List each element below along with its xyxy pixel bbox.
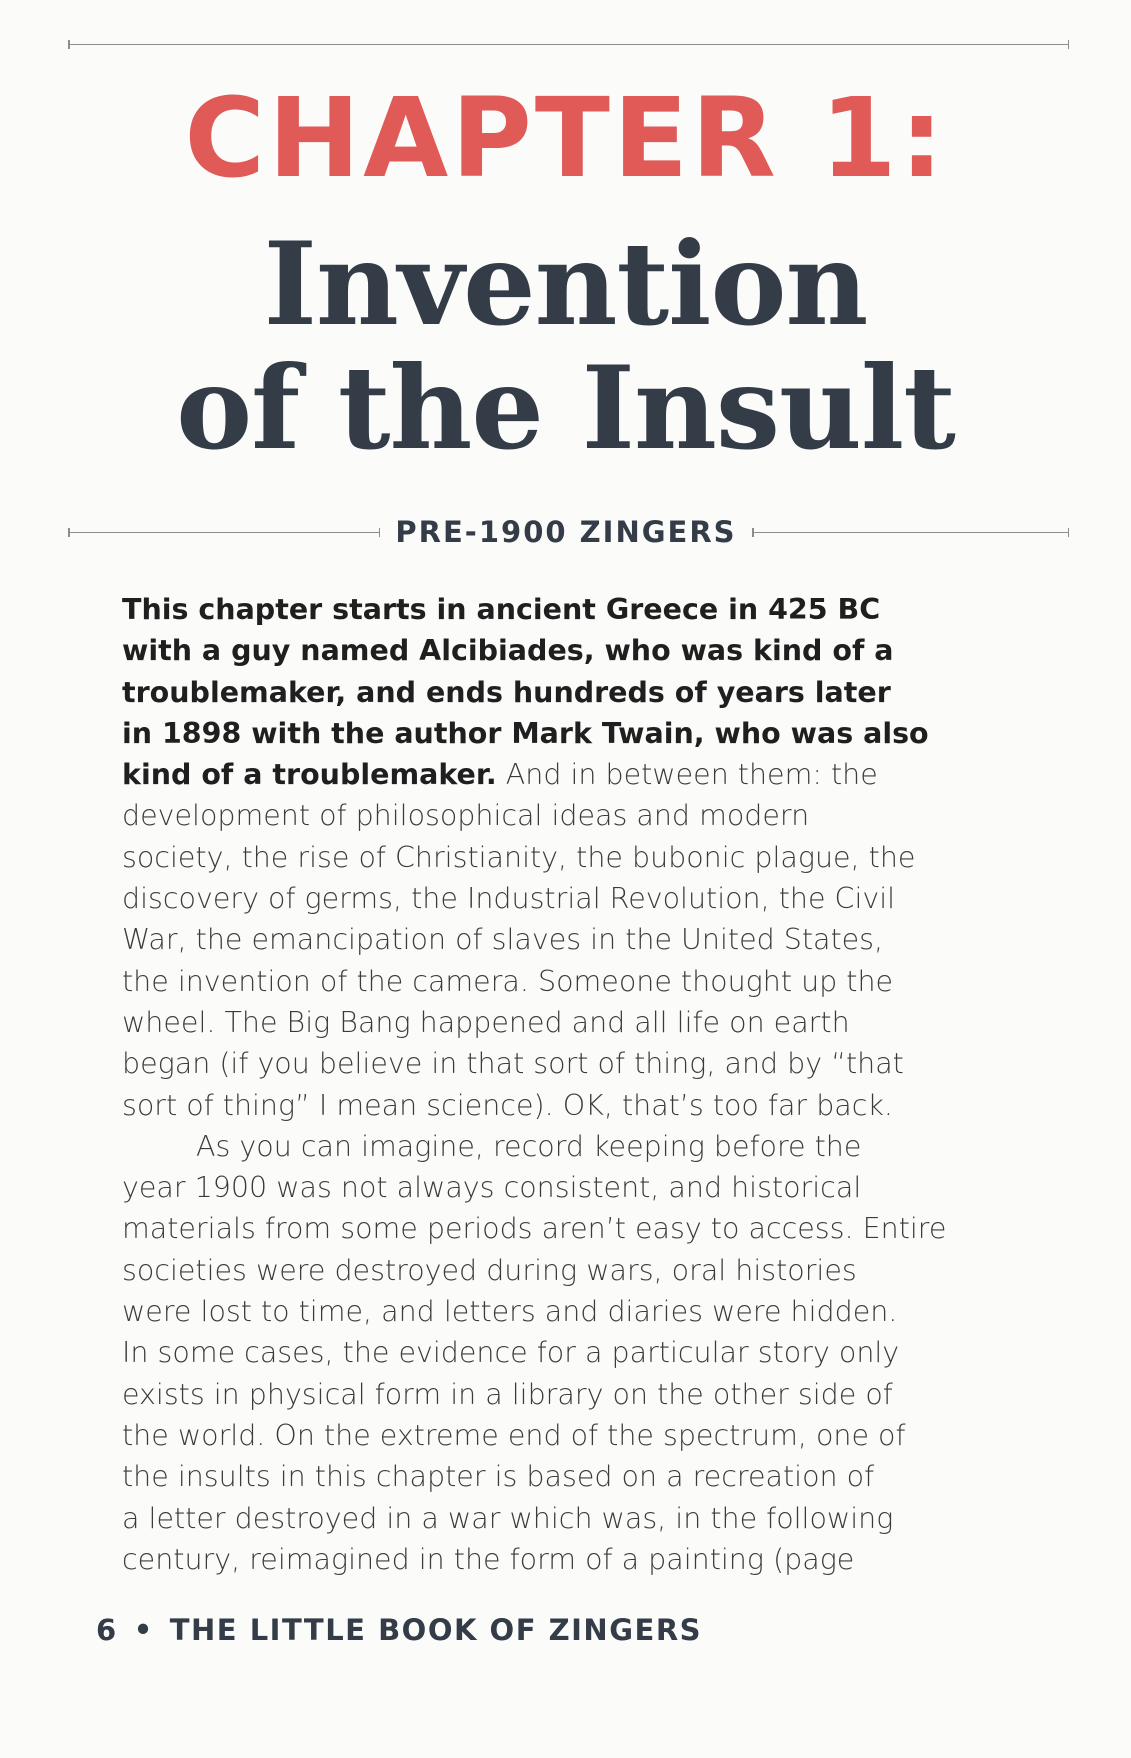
chapter-title-line-1: Invention: [263, 217, 868, 351]
body-text: [122, 589, 1027, 1580]
paragraph-2: [122, 1126, 1027, 1580]
text-line: discovery of germs, the Industrial Revolution, the Civil: [122, 882, 896, 916]
text-line: War, the emancipation of slaves in the United States,: [122, 923, 884, 957]
subheading: PRE-1900 ZINGERS: [395, 515, 737, 549]
chapter-title-line-2: of the Insult: [176, 341, 955, 475]
bullet-separator: •: [133, 1613, 154, 1647]
text-line: development of philosophical ideas and modern: [122, 799, 810, 833]
text-line: the invention of the camera. Someone thought up the: [122, 964, 894, 998]
text-line: This chapter starts in ancient Greece in 425 BC: [122, 593, 881, 626]
text-line: society, the rise of Christianity, the bubonic plague, the: [122, 840, 916, 874]
text-line: a letter destroyed in a war which was, in the following: [122, 1501, 894, 1535]
text-line: wheel. The Big Bang happened and all life on earth: [122, 1005, 850, 1039]
chapter-title: [0, 217, 1131, 475]
text-line-mixed: [122, 754, 1027, 795]
chapter-label: CHAPTER 1:: [184, 74, 947, 202]
subheading-rule-right: [752, 532, 1069, 533]
text-line: In some cases, the evidence for a particular story only: [122, 1336, 900, 1370]
text-line: exists in physical form in a library on the other side of: [122, 1377, 893, 1411]
text-line: began (if you believe in that sort of thing, and by “that: [122, 1047, 904, 1081]
text-line: societies were destroyed during wars, oral histories: [122, 1253, 857, 1287]
page-number: 6: [96, 1613, 118, 1647]
text-line: were lost to time, and letters and diaries were hidden.: [122, 1295, 898, 1329]
text-line: materials from some periods aren’t easy to access. Entire: [122, 1212, 947, 1246]
subheading-rule-left: [68, 532, 380, 533]
text-line: with a guy named Alcibiades, who was kind of a: [122, 634, 894, 668]
text-line: the world. On the extreme end of the spectrum, one of: [122, 1418, 906, 1452]
running-book-title: THE LITTLE BOOK OF ZINGERS: [169, 1613, 703, 1647]
text-line: century, reimagined in the form of a painting (page: [122, 1542, 855, 1576]
text-line: the insults in this chapter is based on a recreation of: [122, 1460, 875, 1494]
text-line: As you can imagine, record keeping before the: [196, 1129, 862, 1163]
top-rule: [68, 44, 1069, 45]
regular-continuation: And in between them: the: [496, 758, 878, 792]
text-line: year 1900 was not always consistent, and historical: [122, 1171, 862, 1205]
bold-lead-in: kind of a troublemaker.: [122, 758, 497, 792]
text-line: in 1898 with the author Mark Twain, who was also: [122, 716, 929, 750]
paragraph-1: [122, 589, 1027, 1126]
text-line: sort of thing” I mean science). OK, that’s too far back.: [122, 1088, 893, 1122]
text-line: troublemaker, and ends hundreds of years later: [122, 675, 891, 709]
page-footer: [96, 1612, 702, 1648]
